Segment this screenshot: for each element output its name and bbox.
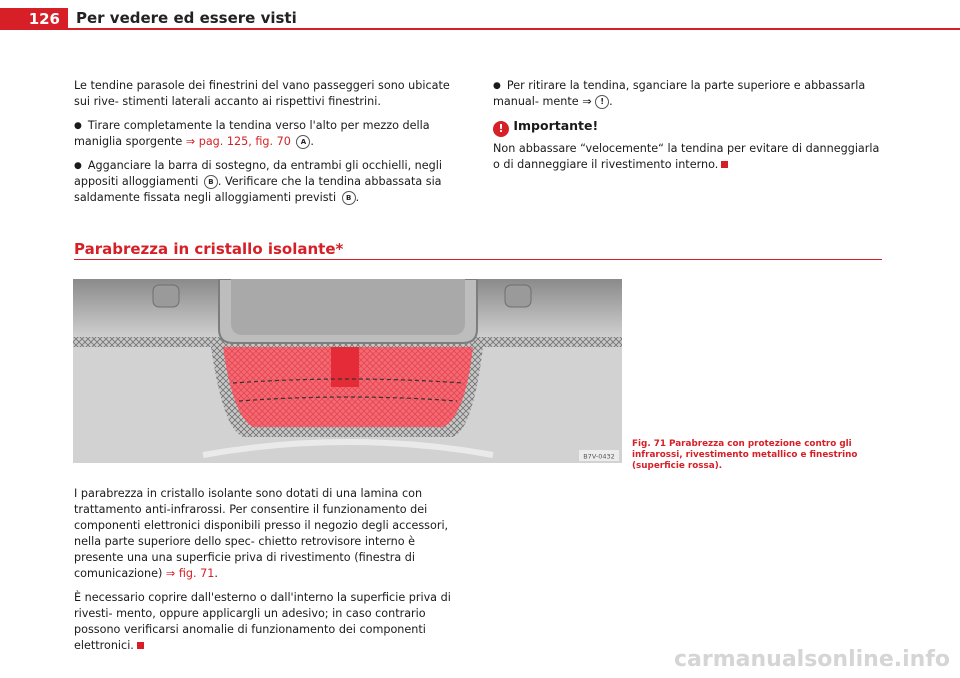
bullet-2-text: Agganciare la barra di sostegno, da entrambi gli occhielli, negli appositi alloggiamenti <box>74 159 442 188</box>
figure-windshield-image <box>73 279 622 463</box>
left-top-column <box>74 78 466 214</box>
ref-link-fig71[interactable]: ⇒ fig. 71 <box>165 567 215 580</box>
windshield-illustration <box>73 279 622 463</box>
section-rule <box>74 259 882 260</box>
badge-b-icon-2: B <box>342 191 356 205</box>
important-heading: ! Importante! <box>493 118 885 137</box>
warning-icon: ! <box>493 121 509 137</box>
figure-caption: Fig. 71 Parabrezza con protezione contro gli infrarossi, rivestimento metallico e finestrino (superficie rossa). <box>632 439 858 471</box>
page-header-title: Per vedere ed essere visti <box>76 9 297 27</box>
intro-paragraph: Le tendine parasole dei finestrini del vano passeggeri sono ubicate sui rive- stimenti laterali accanto ai rispettivi finestrini. <box>74 79 450 108</box>
right-top-column <box>493 78 885 181</box>
warning-ref-icon[interactable]: ! <box>595 95 609 109</box>
figure-code: B7V-0432 <box>583 452 615 461</box>
bullet-3-text: Per ritirare la tendina, sganciare la parte superiore e abbassarla manual- mente ⇒ <box>493 79 866 108</box>
body-paragraph-1: I parabrezza in cristallo isolante sono dotati di una lamina con trattamento anti-infrarossi. Per consentire il funzionamento dei componenti elettronici disponibili presso il negozio degli accessori, nella parte superiore dello spec- chietto retrovisore interno è presente una una superficie priva di rivestimento (finestra di comunicazione) ⇒ fig. 71. <box>74 487 449 580</box>
badge-a-icon: A <box>296 135 310 149</box>
important-text: Non abbassare “velocemente“ la tendina per evitare di danneggiarla o di danneggiare il rivestimento interno. <box>493 142 880 171</box>
bullet-item-1: ● Tirare completamente la tendina verso l'alto per mezzo della maniglia sporgente ⇒ pag. 125, fig. 70 A . <box>74 118 466 150</box>
bottom-column <box>74 486 466 662</box>
ref-link-pag125[interactable]: ⇒ pag. 125, fig. 70 <box>185 135 291 148</box>
header-rule <box>0 28 960 30</box>
bullet-1-text: Tirare completamente la tendina verso l'alto per mezzo della maniglia sporgente <box>74 119 430 148</box>
end-mark-icon-2 <box>137 642 144 649</box>
end-mark-icon <box>721 161 728 168</box>
bullet-item-2: ● Agganciare la barra di sostegno, da entrambi gli occhielli, negli appositi alloggiamenti B . Verificare che la tendina abbassata sia saldamente fissata negli alloggiamenti previsti B . <box>74 158 466 206</box>
watermark: carmanualsonline.info <box>674 647 950 672</box>
section-title: Parabrezza in cristallo isolante* <box>74 240 344 258</box>
bullet-item-3: ● Per ritirare la tendina, sganciare la parte superiore e abbassarla manual- mente ⇒ ! . <box>493 78 885 110</box>
body-paragraph-2: È necessario coprire dall'esterno o dall'interno la superficie priva di rivesti- mento, oppure applicargli un adesivo; in caso contrario possono verificarsi anomalie di funzionamento dei componenti elettronici. <box>74 591 451 652</box>
badge-b-icon: B <box>204 175 218 189</box>
bullet-2-text2: . Verificare che la tendina abbassata sia saldamente fissata negli alloggiamenti previsti <box>74 175 442 204</box>
page-number: 126 <box>0 8 68 29</box>
